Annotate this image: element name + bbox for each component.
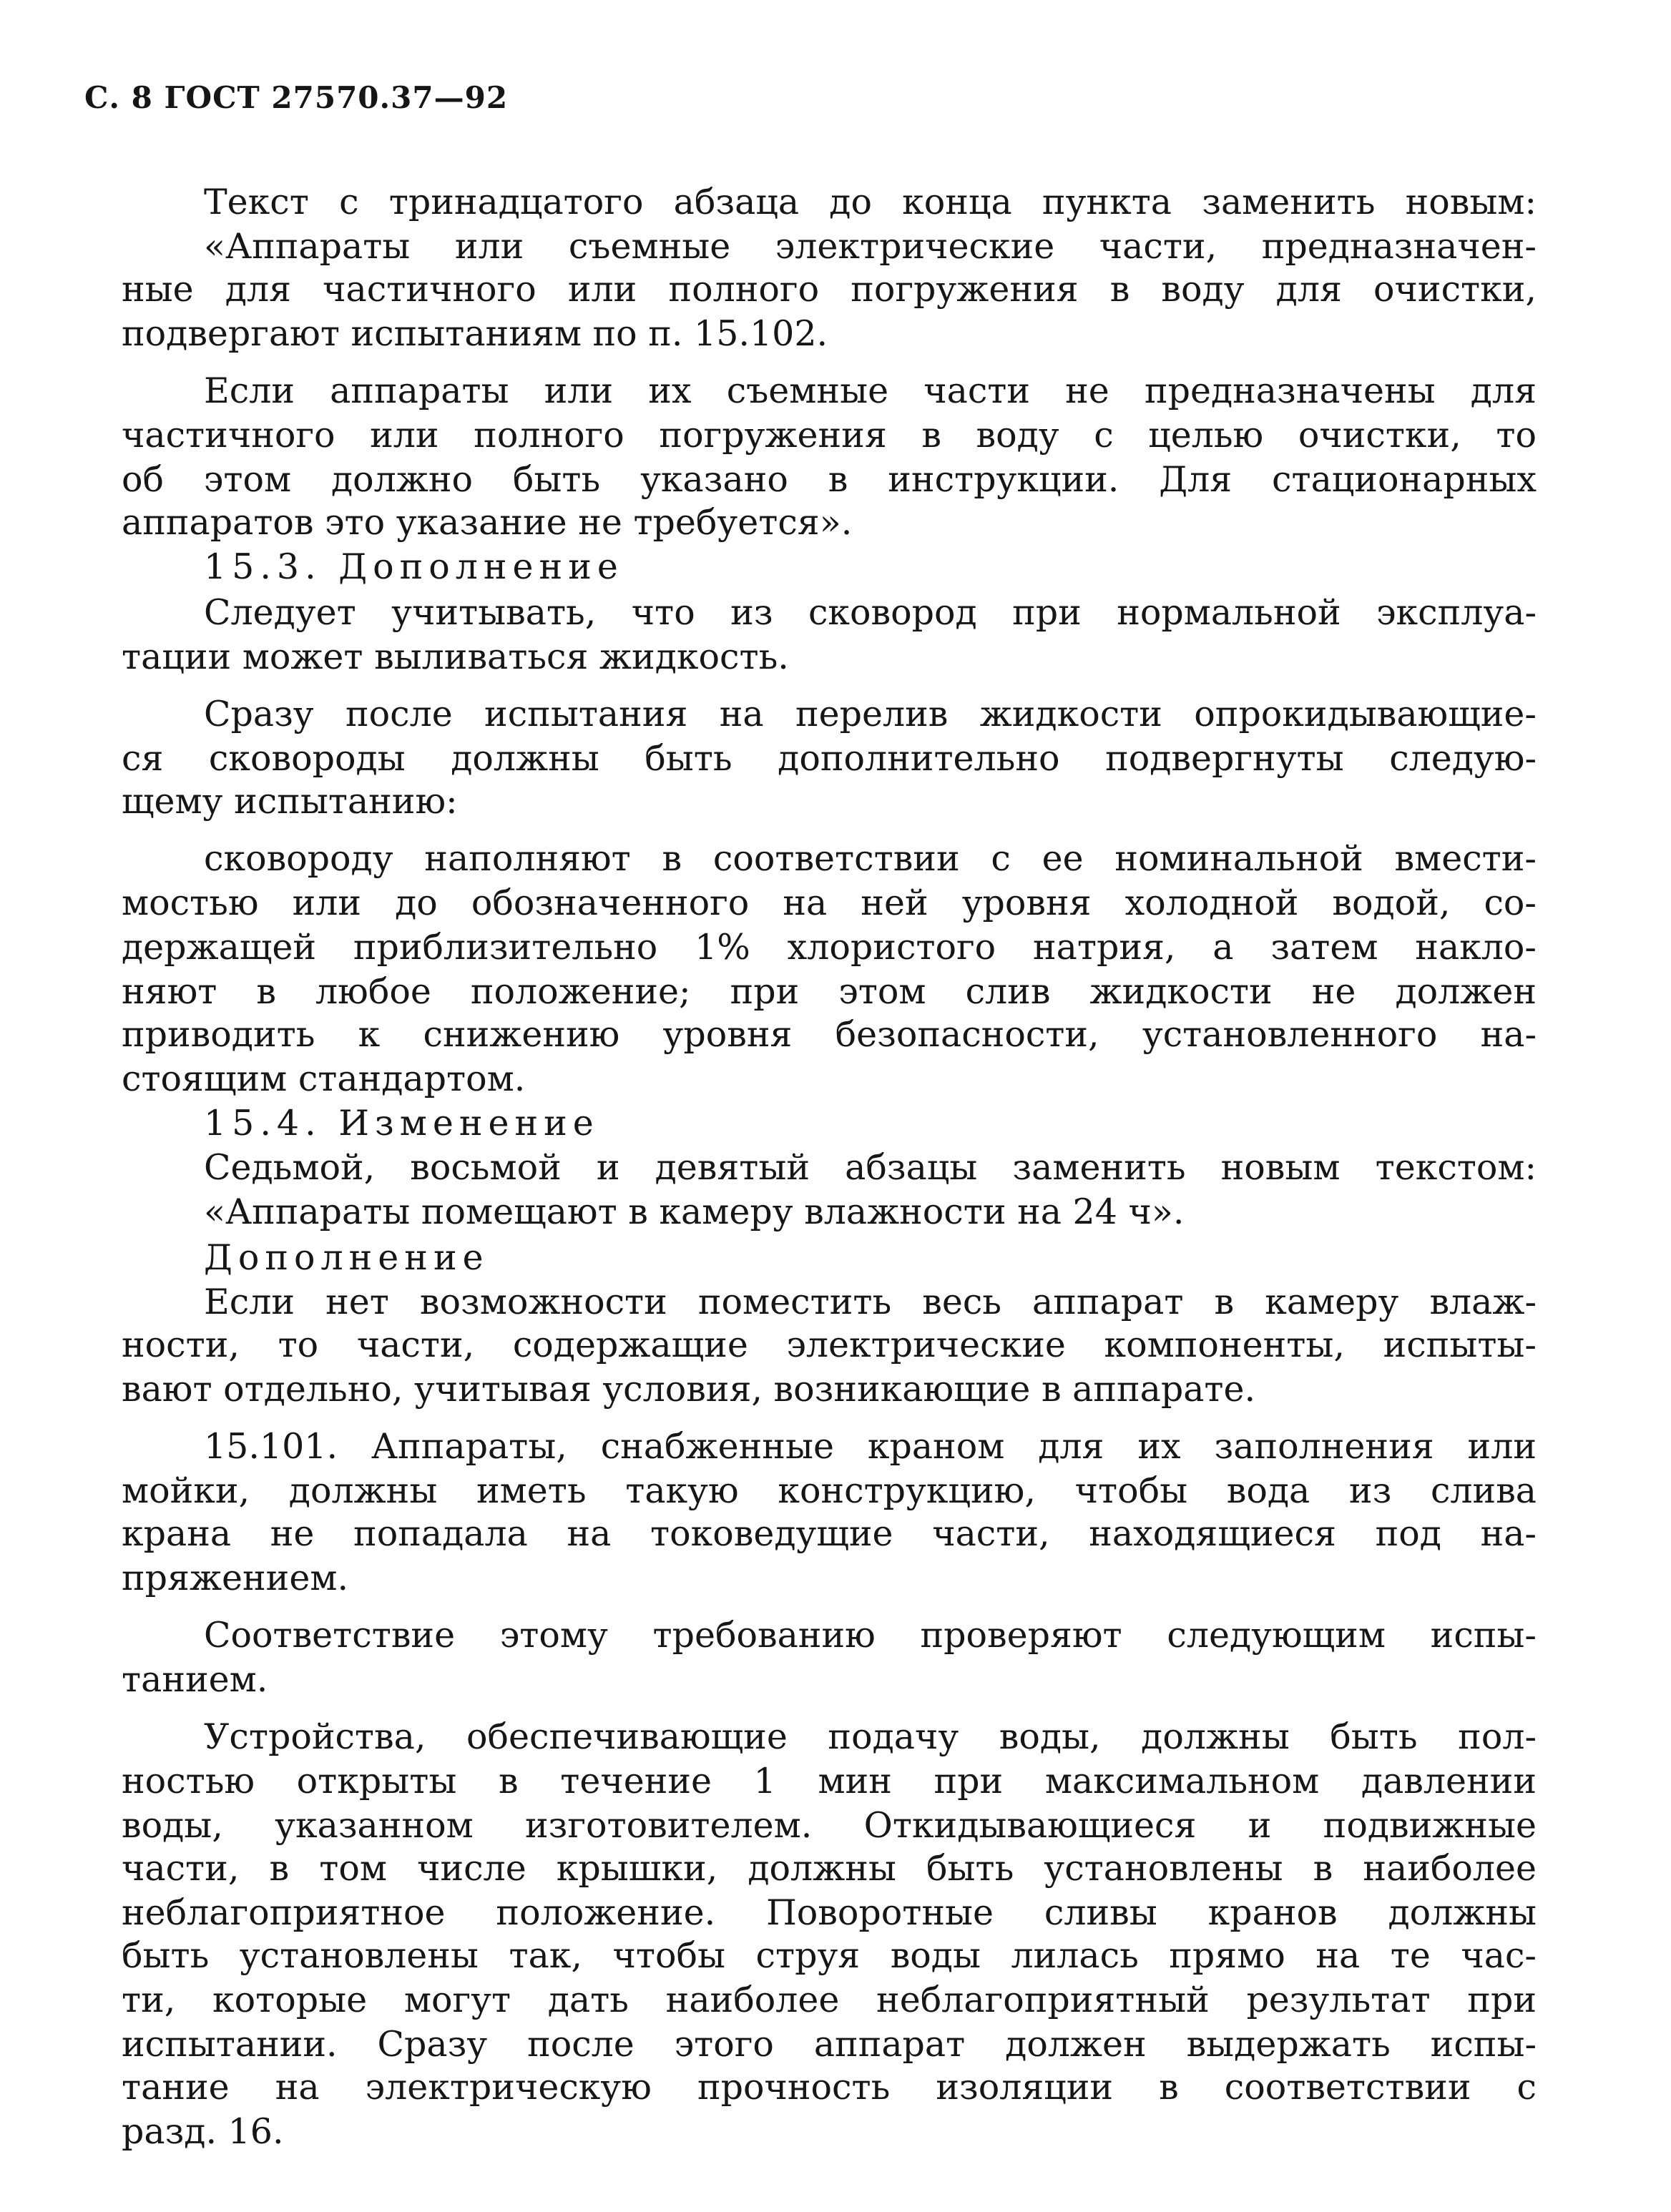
text-line: ные для частичного или полного погружения в воду для очистки, (122, 269, 1537, 310)
text-line: Сразу после испытания на перелив жидкости опрокидывающие- (204, 694, 1537, 734)
text-line: приводить к снижению уровня безопасности, установленного на- (122, 1014, 1537, 1055)
text-line: об этом должно быть указано в инструкции. Для стационарных (122, 459, 1537, 500)
text-line: щему испытанию: (122, 781, 458, 822)
text-line: Следует учитывать, что из сковород при нормальной эксплуа- (204, 592, 1537, 633)
text-line: Соответствие этому требованию проверяют следующим испы- (204, 1615, 1537, 1656)
text-line: 15.3. Дополнение (204, 546, 624, 587)
text-line: няют в любое положение; при этом слив жидкости не должен (122, 971, 1537, 1012)
text-line: сковороду наполняют в соответствии с ее номинальной вмести- (204, 838, 1537, 879)
text-line: аппаратов это указание не требуется». (122, 502, 853, 543)
text-line: держащей приблизительно 1% хлористого натрия, а затем накло- (122, 927, 1537, 968)
text-line: неблагоприятное положение. Поворотные сливы кранов должны (122, 1892, 1537, 1933)
text-line: Дополнение (204, 1237, 489, 1278)
text-line: Если нет возможности поместить весь аппарат в камеру влаж- (204, 1282, 1537, 1322)
text-line: мойки, должны иметь такую конструкцию, чтобы вода из слива (122, 1470, 1537, 1511)
text-line: разд. 16. (122, 2111, 284, 2152)
text-line: Текст с тринадцатого абзаца до конца пункта заменить новым: (204, 182, 1537, 222)
text-line: воды, указанном изготовителем. Откидывающиеся и подвижные (122, 1805, 1537, 1846)
text-line: Устройства, обеспечивающие подачу воды, должны быть пол- (204, 1716, 1537, 1757)
text-line: частичного или полного погружения в воду с целью очистки, то (122, 415, 1537, 456)
text-line: танием. (122, 1659, 268, 1700)
text-line: Если аппараты или их съемные части не предназначены для (204, 370, 1537, 411)
text-line: тание на электрическую прочность изоляции в соответствии с (122, 2067, 1537, 2108)
page-header: С. 8 ГОСТ 27570.37—92 (84, 80, 509, 115)
text-line: ти, которые могут дать наиболее неблагоприятный результат при (122, 1980, 1537, 2020)
text-line: тации может выливаться жидкость. (122, 636, 789, 677)
text-line: испытании. Сразу после этого аппарат должен выдержать испы- (122, 2024, 1537, 2065)
text-line: подвергают испытаниям по п. 15.102. (122, 313, 828, 354)
text-line: ности, то части, содержащие электрические компоненты, испыты- (122, 1324, 1537, 1365)
text-line: части, в том числе крышки, должны быть установлены в наиболее (122, 1848, 1537, 1889)
text-line: мостью или до обозначенного на ней уровня холодной водой, со- (122, 883, 1537, 923)
text-line: стоящим стандартом. (122, 1058, 526, 1099)
text-line: крана не попадала на токоведущие части, находящиеся под на- (122, 1513, 1537, 1554)
text-line: вают отдельно, учитывая условия, возникающие в аппарате. (122, 1369, 1256, 1410)
text-line: 15.101. Аппараты, снабженные краном для их заполнения или (204, 1426, 1537, 1467)
text-line: ностью открыты в течение 1 мин при максимальном давлении (122, 1761, 1537, 1801)
text-line: Седьмой, восьмой и девятый абзацы заменить новым текстом: (204, 1147, 1537, 1188)
text-line: «Аппараты помещают в камеру влажности на 24 ч». (204, 1191, 1185, 1232)
text-line: 15.4. Изменение (204, 1103, 599, 1144)
text-line: быть установлены так, чтобы струя воды лилась прямо на те час- (122, 1935, 1537, 1976)
text-line: «Аппараты или съемные электрические части, предназначен- (204, 226, 1537, 267)
text-line: ся сковороды должны быть дополнительно подвергнуты следую- (122, 738, 1537, 779)
text-line: пряжением. (122, 1558, 349, 1598)
